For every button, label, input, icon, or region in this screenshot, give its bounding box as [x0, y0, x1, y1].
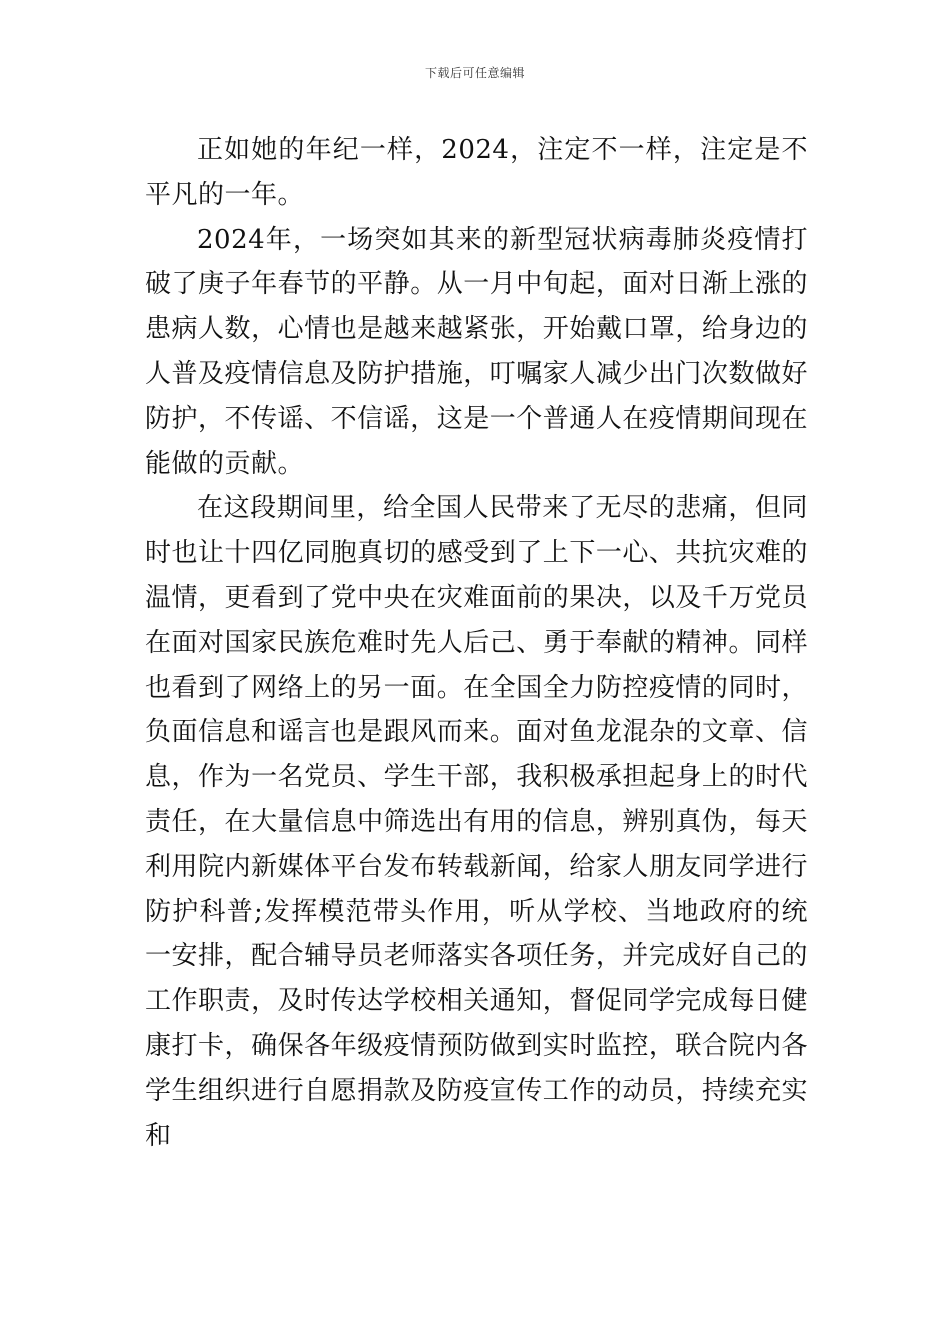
paragraph-3: 在这段期间里，给全国人民带来了无尽的悲痛，但同时也让十四亿同胞真切的感受到了上下一心、共抗灾难的温情，更看到了党中央在灾难面前的果决，以及千万党员在面对国家民族危难时先人后己、勇于奉献的精神。同样也看到了网络上的另一面。在全国全力防控疫情的同时，负面信息和谣言也是跟风而来。面对鱼龙混杂的文章、信息，作为一名党员、学生干部，我积极承担起身上的时代责任，在大量信息中筛选出有用的信息，辨别真伪，每天利用院内新媒体平台发布转载新闻，给家人朋友同学进行防护科普;发挥模范带头作用，听从学校、当地政府的统一安排，配合辅导员老师落实各项任务，并完成好自己的工作职责，及时传达学校相关通知，督促同学完成每日健康打卡，确保各年级疫情预防做到实时监控，联合院内各学生组织进行自愿捐款及防疫宣传工作的动员，持续充实和	[145, 493, 808, 1151]
page-header: 下载后可任意编辑	[424, 66, 525, 80]
paragraph-1: 正如她的年纪一样，2024，注定不一样，注定是不平凡的一年。	[145, 135, 808, 210]
document-body	[145, 128, 808, 1158]
paragraph-2: 2024年，一场突如其来的新型冠状病毒肺炎疫情打破了庚子年春节的平静。从一月中旬起，面对日渐上涨的患病人数，心情也是越来越紧张，开始戴口罩，给身边的人普及疫情信息及防护措施，叮嘱家人减少出门次数做好防护，不传谣、不信谣，这是一个普通人在疫情期间现在能做的贡献。	[145, 224, 808, 479]
